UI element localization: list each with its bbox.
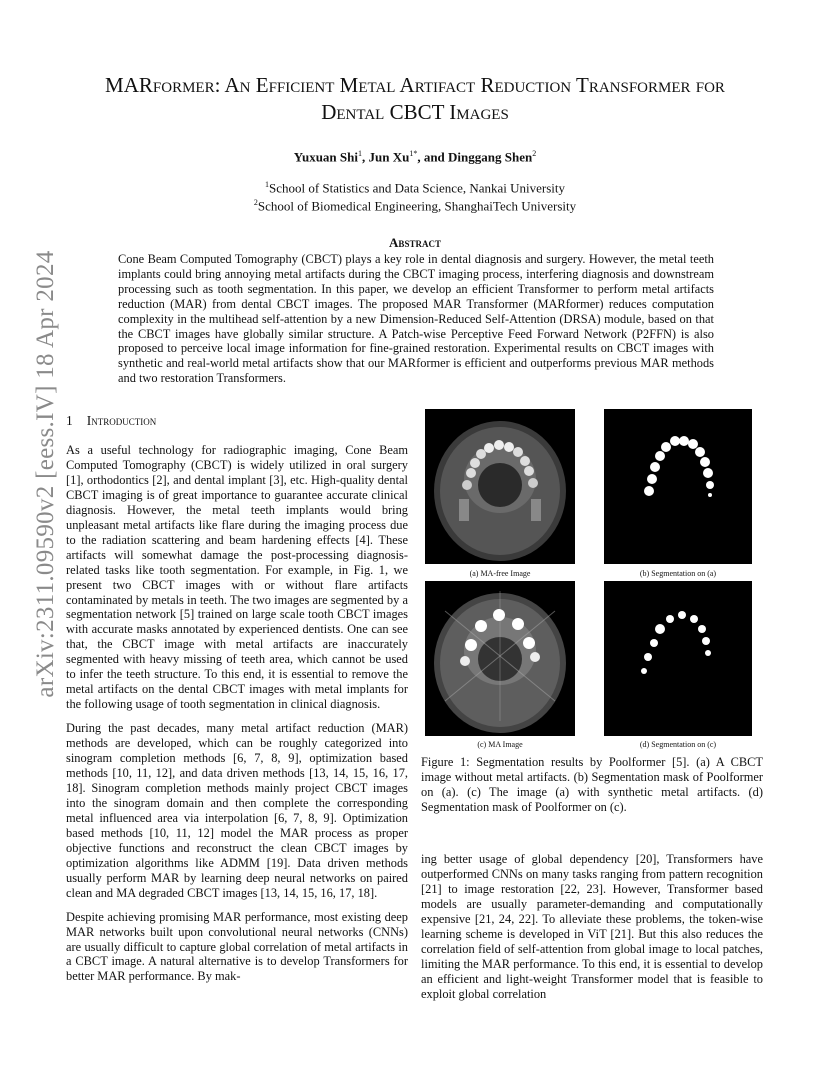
- figure-image-ma: [425, 581, 575, 736]
- paragraph-3: Despite achieving promising MAR performance, most existing deep MAR networks built upon convolutional neural networks (CNNs) are usually difficult to capture global correlation of metal artifacts in a CBCT image. A natural alternative is to develop Transformers for better MAR performance. By mak-: [66, 909, 408, 984]
- left-column: [66, 443, 408, 993]
- paragraph-1: As a useful technology for radiographic imaging, Cone Beam Computed Tomography (CBCT) is widely utilized in oral surgery [1], orthodontics [2], and dental implant [3], etc. High-quality dental CBCT imaging is of great importance to guarantee accurate clinical diagnosis. However, the metal teeth implants would bring unpleasant metal artifacts like flare during the imaging process due to the radiation scattering and beam hardening effects [4]. These artifacts will somewhat damage the post-processing diagnosis-related tasks like tooth segmentation. For example, in Fig. 1, we present two CBCT images with or without flare artifacts contaminated by metals in teeth. The two images are segmented by a segmentation network [5] trained on large scale tooth CBCT images with accurate masks annotated by experienced dentists. One can see that, the CBCT image with metal artifacts are inaccurately segmented with heavy missing of teeth area, which cannot be used to infer the teeth structure. To this end, it is essential to remove the metal artifacts on the dental CBCT images with metal implants for the following usage of tooth segmentation in clinical diagnosis.: [66, 443, 408, 712]
- author-3: and Dinggang Shen: [423, 149, 533, 165]
- right-paragraph: ing better usage of global dependency [20], Transformers have outperformed CNNs on many tasks ranging from pattern recognition [21] to image restoration [22, 23]. However, Transformer based models are usually parameter-demanding and computationally expensive [21, 24, 22]. To alleviate these problems, the token-wise learning scheme is developed in ViT [21]. But this also reduces the correlation field of self-attention from global image to local patches, limiting the MAR performance. To this end, it is essential to develop an efficient and light-weight Transformer model that is feasible to exploit global correlation: [421, 852, 763, 1001]
- figure-image-ma-free: [425, 409, 575, 564]
- affiliation-2-text: School of Biomedical Engineering, ShanghaiTech University: [257, 198, 577, 214]
- arxiv-sidebar: [8, 0, 68, 1072]
- figure-caption: Figure 1: Segmentation results by Poolformer [5]. (a) A CBCT image without metal artifacts. (b) Segmentation mask of Poolformer on (a). (c) The image (a) with synthetic metal artifacts. (d) Segmentation mask of Poolformer on (c).: [421, 755, 763, 814]
- abstract-heading: Abstract: [389, 235, 441, 250]
- ct-scan-artifact-illustration: [425, 581, 575, 736]
- author-2-affil: 1*: [409, 149, 418, 158]
- segmentation-mask-c: [604, 581, 752, 736]
- affiliation-2-mark: 2: [253, 198, 258, 208]
- author-1-affil: 1: [358, 149, 362, 158]
- author-2: Jun Xu: [368, 149, 410, 165]
- segmentation-mask-a: [604, 409, 752, 564]
- title-line-1: MARformer: An Efficient Metal Artifact Reduction Transformer for: [105, 73, 725, 97]
- subcaption-b: (b) Segmentation on (a): [639, 569, 717, 578]
- subcaption-a: (a) MA-free Image: [469, 569, 531, 578]
- figure-image-seg-a: [604, 409, 752, 564]
- arxiv-identifier: arXiv:2311.09590v2 [eess.IV] 18 Apr 2024: [32, 250, 59, 698]
- affiliation-1-text: School of Statistics and Data Science, Nankai University: [268, 180, 566, 196]
- paragraph-2: During the past decades, many metal artifact reduction (MAR) methods are developed, which can be roughly categorized into sinogram completion methods [6, 7, 8, 9], optimization based methods [10, 11, 12], and data driven methods [13, 14, 15, 16, 17, 18]. Sinogram completion methods mainly project CBCT images into the sinogram domain and then complete the corresponding metal influenced area via interpolation [6, 7, 8, 9]. Optimization based methods [10, 11, 12] model the MAR process as proper objective functions and reconstruct the clean CBCT images by optimization algorithms like ADMM [19]. Data driven methods usually perform MAR by learning deep neural networks on paired clean and MA degraded CBCT images [13, 14, 15, 16, 17, 18].: [66, 721, 408, 900]
- section-heading: [66, 413, 156, 429]
- affiliations: [60, 177, 770, 214]
- affiliation-1: [60, 177, 770, 195]
- subcaption-c: (c) MA Image: [477, 740, 523, 749]
- ct-scan-illustration: [425, 409, 575, 564]
- subcaption-d: (d) Segmentation on (c): [639, 740, 717, 749]
- affiliation-1-mark: 1: [264, 180, 269, 189]
- author-1: Yuxuan Shi: [293, 149, 358, 165]
- author-3-affil: 2: [532, 149, 537, 158]
- section-number: 1: [66, 413, 73, 428]
- affiliation-2: [60, 195, 770, 213]
- author-list: Yuxuan Shi$^1$, Jun $Xu^{1*}$, and Dinggang Shen$^2$: [293, 149, 537, 165]
- paper-title: [60, 72, 770, 126]
- abstract-body: Cone Beam Computed Tomography (CBCT) plays a key role in dental diagnosis and surgery. However, the metal teeth implants could bring annoying metal artifacts during the CBCT imaging process, interfering diagnosis and downstream processing such as tooth segmentation. In this paper, we develop an efficient Transformer to perform metal artifacts reduction (MAR) from dental CBCT images. The proposed MAR Transformer (MARformer) reduces computation complexity in the multihead self-attention by a new Dimension-Reduced Self-Attention (DRSA) module, based on that the CBCT images have globally similar structure. A Patch-wise Perceptive Feed Forward Network (P2FFN) is also proposed to perceive local image information for fine-grained restoration. Experimental results on CBCT images with synthetic and real-world metal artifacts show that our MARformer is efficient and outperforms previous MAR methods and two restoration Transformers.: [118, 252, 714, 386]
- figure-image-seg-c: [604, 581, 752, 736]
- title-line-2: Dental CBCT Images: [321, 100, 509, 124]
- section-title: Introduction: [86, 413, 157, 428]
- right-column: [421, 852, 763, 1011]
